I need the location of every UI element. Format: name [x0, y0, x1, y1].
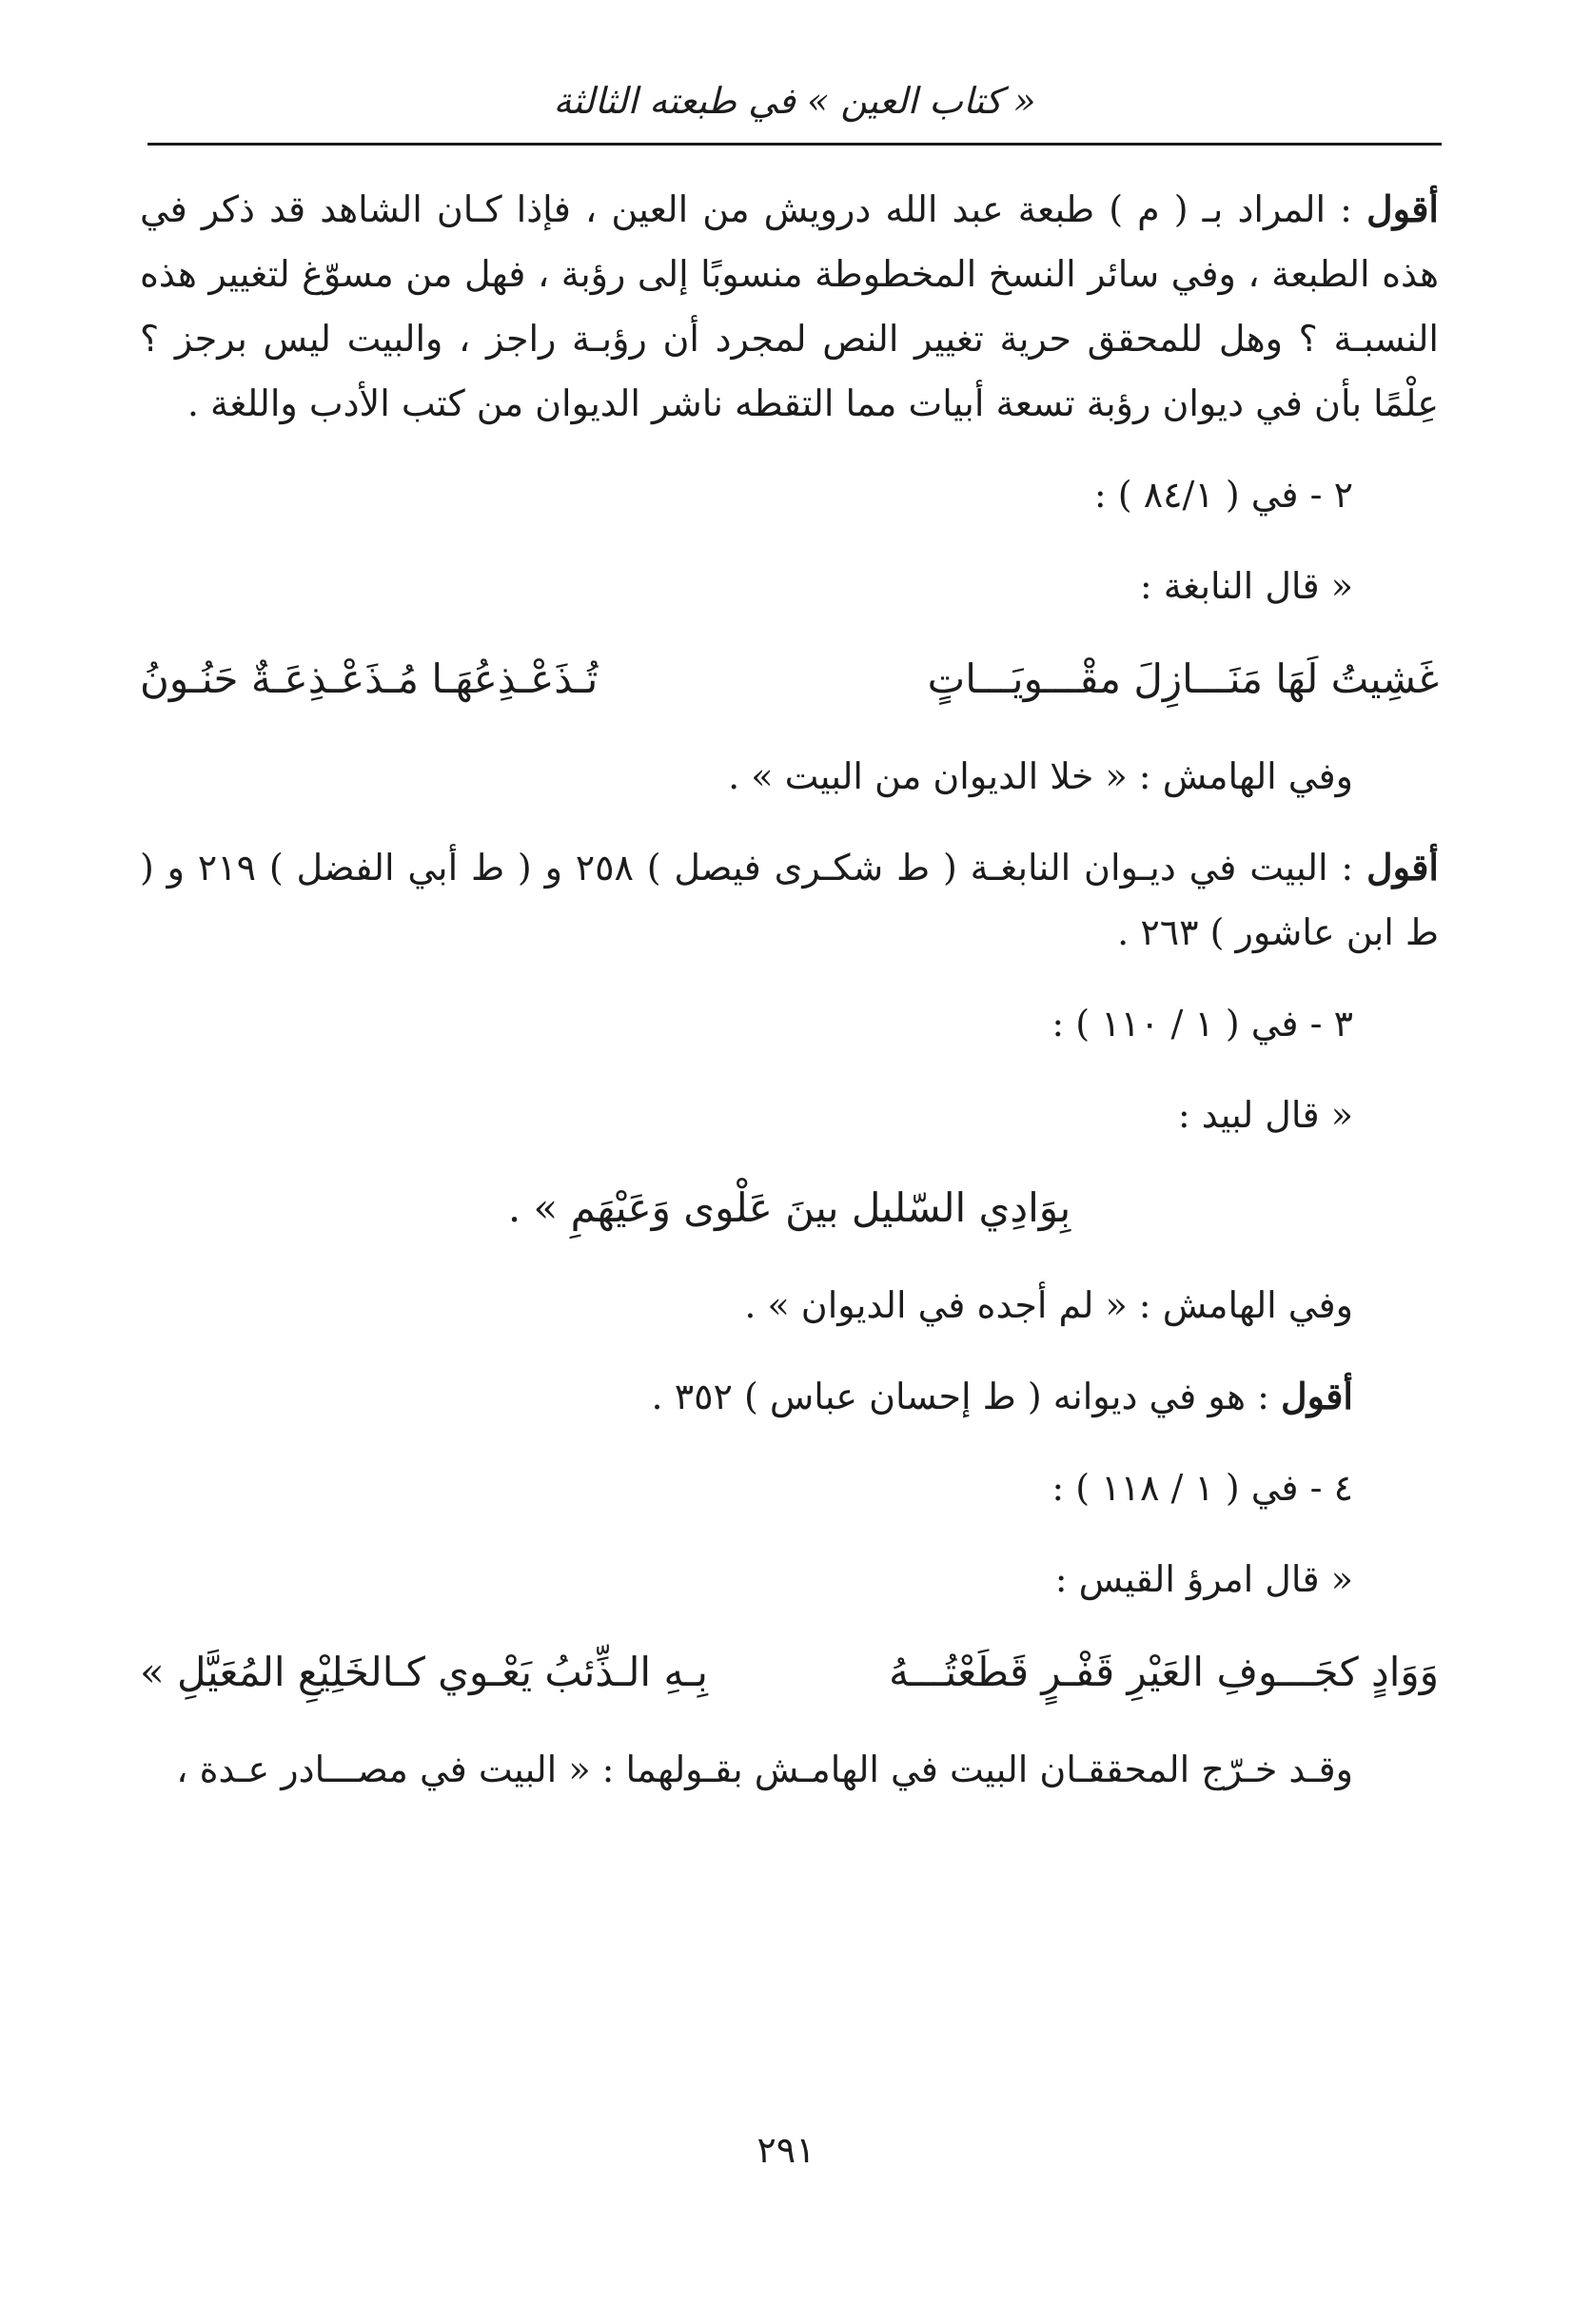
verse-second-hemistich: تُـذَعْـذِعُهَـا مُـذَعْـذِعَـةٌ حَنُـونُ — [140, 655, 599, 702]
page-number: ٢٩١ — [757, 2129, 815, 2171]
section-3-quote-intro: « قال لبيد : — [1177, 1094, 1353, 1136]
section-2-verse — [140, 641, 1439, 717]
reply-text: : البيت في ديـوان النابغـة ( ط شكـرى فيصل ) ٢٥٨ و ( ط أبي الفضل ) ٢١٩ و ( ط ابن عاشور ) ٢٦٣ . — [140, 847, 1439, 953]
paragraph-text: : المراد بـ ( م ) طبعة عبد الله درويش من العين ، فإذا كـان الشاهد قد ذكر في هذه الطبعة ، وفي سائر النسخ المخطوطة منسوبًا إلى رؤبة ، فهل من مسوّغ لتغيير هذه النسبـة ؟ وهل للمحقق حرية تغيير النص لمجرد أن رؤبـة راجز ، والبيت ليس برجز ؟ عِلْمًا بأن في ديوان رؤبة تسعة أبيات مما التقطه ناشر الديوان من كتب الأدب واللغة . — [140, 188, 1439, 424]
verse-first-hemistich: وَوَادٍ كجَـــوفِ العَيْرِ قَفْـرٍ قَطَعْتُـــهُ — [889, 1649, 1439, 1695]
section-3-reply — [140, 1364, 1353, 1429]
section-3-heading: ٣ - في ( ١ / ١١٠ ) : — [1051, 1003, 1353, 1045]
reply-text: : هو في ديوانه ( ط إحسان عباس ) ٣٥٢ . — [651, 1376, 1269, 1417]
aqul-label: أقول — [1366, 846, 1439, 889]
paragraph-commentary-1 — [140, 177, 1439, 436]
section-4-closing-line: وقـد خـرّج المحققـان البيت في الهامـش بقـولهما : « البيت في مصـــادر عـدة ، — [176, 1748, 1353, 1790]
section-4-heading: ٤ - في ( ١ / ١١٨ ) : — [1051, 1467, 1353, 1509]
section-2-heading: ٢ - في ( ٨٤/١ ) : — [1093, 474, 1353, 516]
section-2-quote-intro: « قال النابغة : — [1139, 565, 1353, 607]
section-3-verse: بِوَادِي السّليل بينَ عَلْوى وَعَيْهَمِ » . — [507, 1184, 1071, 1231]
page-body — [140, 177, 1439, 1802]
section-3-margin-note: وفي الهامش : « لم أجده في الديوان » . — [744, 1284, 1353, 1326]
section-4-verse — [140, 1634, 1439, 1710]
section-2-margin-note: وفي الهامش : « خلا الديوان من البيت » . — [728, 755, 1353, 797]
verse-second-hemistich: بِـهِ الـذِّئبُ يَعْـوي كـالخَلِيْعِ المُعَيَّلِ » — [140, 1649, 708, 1695]
section-4-quote-intro: « قال امرؤ القيس : — [1054, 1558, 1353, 1600]
header-rule — [147, 143, 1442, 146]
section-2-reply — [140, 835, 1439, 965]
aqul-label: أقول — [1281, 1375, 1353, 1417]
verse-first-hemistich: غَشِيتُ لَهَا مَنَـــازِلَ مقْـــويَـــاتٍ — [927, 655, 1439, 702]
aqul-label: أقول — [1366, 187, 1439, 230]
running-header: « كتاب العين » في طبعته الثالثة — [553, 80, 1036, 122]
